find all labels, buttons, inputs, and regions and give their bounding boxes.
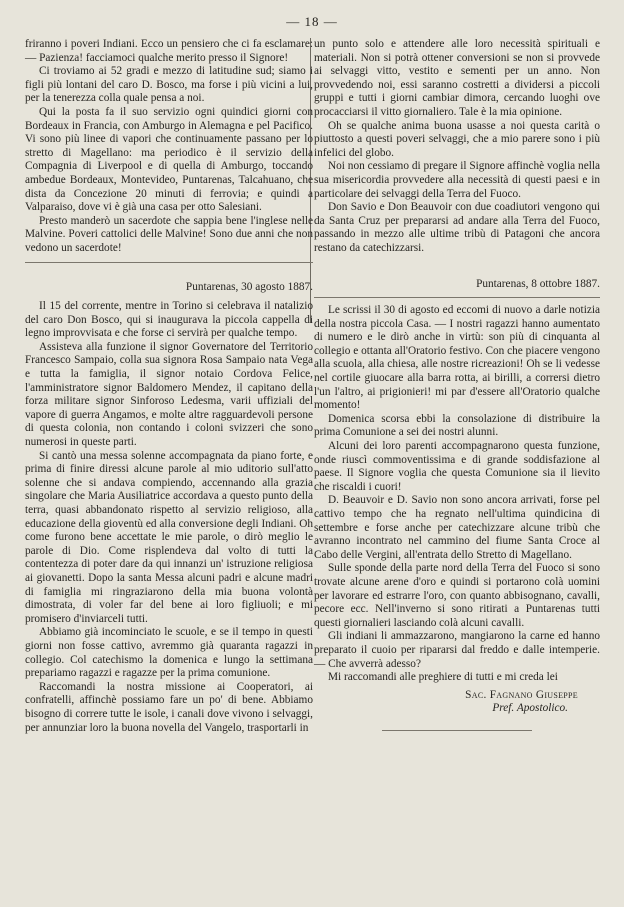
left-column <box>25 38 313 735</box>
signature: Sac. Fagnano Giuseppe <box>465 688 578 701</box>
paragraph: D. Beauvoir e D. Savio non sono ancora arrivati, forse pel cattivo tempo che ha regnato nell'ultima quindicina di settembre e forse anche per catechizzare alcune tribù che avranno incontrato nel cammino del fiume Santa Croce al Cabo delle Vergini, all'entrata dello Stretto di Magellano. <box>314 494 600 561</box>
paragraph: Sulle sponde della parte nord della Terra del Fuoco si sono trovate alcune arene d'oro e quindi si portarono colà uomini per lavorare ed estrarre l'oro, con quanto abbisognano, cavalli, pecore ecc. Nell'inverno si sono ritirati a Puntarenas tutti questi giornalieri lasciando colà alcuni cavalli. <box>314 562 600 629</box>
paragraph: Abbiamo già incominciato le scuole, e se il tempo in questi giorni non fosse cattivo, avremmo già quaranta ragazzi in collegio. Col catechismo la domenica e lungo la settimana prepariamo ragazzi e ragazze per la prima comunione. <box>25 626 313 680</box>
paragraph: Qui la posta fa il suo servizio ogni quindici giorni con Bordeaux in Francia, con Amburgo in Alemagna e pel Pacifico. Vi sono più linee di vapori che continuamente passano per lo stretto di Magellano: ma periodico è il servizio della Compagnia di Liverpool e di quella di Amburgo, toccando ambedue Bordeaux, Montevideo, Puntarenas, Talcahuano, che dista da Concezione 20 minuti di ferrovia; e quindi a Valparaiso, dove vi è già una casa per otto Salesiani. <box>25 105 313 214</box>
paragraph: Don Savio e Don Beauvoir con due coadiutori vengono qui da Santa Cruz per prepararsi ad andare alla Terra del Fuoco, passando in mezzo alle ultime tribù di Patagoni che ancora restano da catechizzarsi. <box>314 201 600 254</box>
section-rule <box>314 297 600 298</box>
paragraph: Presto manderò un sacerdote che sappia bene l'inglese nelle Malvine. Poveri cattolici delle Malvine! Sono due anni che non vedono un sacerdote! <box>25 214 313 254</box>
paragraph: Mi raccomandi alle preghiere di tutti e mi creda lei <box>328 671 558 684</box>
letter-dateline: Puntarenas, 8 ottobre 1887. <box>476 277 600 290</box>
paragraph: Oh se qualche anima buona usasse a noi questa carità o piuttosto a questi poveri selvaggi, che a mio parere sono i più infelici del globo. <box>314 119 600 159</box>
paragraph: Noi non cessiamo di pregare il Signore affinchè voglia nella sua misericordia provvedere alla necessità di questi paesi e in particolare dei selvaggi della Terra del Fuoco. <box>314 160 600 200</box>
paragraph: Il 15 del corrente, mentre in Torino si celebrava il natalizio del caro Don Bosco, qui si inaugurava la piccola cappella di legno improvvisata e che forse ci servirà per qualche tempo. <box>25 300 313 340</box>
signature-title: Pref. Apostolico. <box>492 702 568 715</box>
paragraph: Le scrissi il 30 di agosto ed eccomi di nuovo a darle notizia della nostra piccola Casa. — I nostri ragazzi hanno aumentato di numero e le dirò anche in virtù: son più di cinquanta al collegio e ottanta all'Oratorio festivo. Con che piacere vengono alla scuola, alla chiesa, alle nostre ricreazioni! Oh se li vedesse nel cortile giuocare alla barra rotta, ai birilli, a corrersi dietro l'un l'altro, ai prigionieri! mi par d'essere all'Oratorio qualche momento! <box>314 304 600 412</box>
paragraph: Raccomandi la nostra missione ai Cooperatori, ai confratelli, affinchè possiamo fare un po' di bene. Abbiamo bisogno di correre tutte le isole, i canali dove vivono i selvaggi, per annunziar loro la buona novella del Vangelo, trasportarli in <box>25 680 313 734</box>
letter-dateline: Puntarenas, 30 agosto 1887. <box>185 280 313 293</box>
paragraph: un punto solo e attendere alle loro necessità spirituali e materiali. Non si potrà ottener conversioni se non si provvede ai selvaggi vitto, vestito e sementi per un anno. Non provvedendo noi, essi saranno costretti a dividersi a piccoli gruppi e tutti i giorni cambiar dimora, cercando luoghi ove procacciarsi il vitto giornaliero. Tale è la mia opinione. <box>314 38 600 118</box>
paragraph: Assisteva alla funzione il signor Governatore del Territorio Francesco Sampaio, colla sua signora Rosa Sampaio nata Vega e tutta la famiglia, il signor notaio Cordova Felice, l'amministratore signor Baldomero Mendez, il capitano della forza militare signor Sinforoso Ledesma, varii uffiziali del vapore di guerra Angamos, e molte altre ragguardevoli persone di questa colonia, non contando i coloni svizzeri che sono numerosi in queste parti. <box>25 340 313 449</box>
paragraph: friranno i poveri Indiani. Ecco un pensiero che ci fa esclamare: — Pazienza! facciamoci qualche merito presso il Signore! <box>25 38 313 64</box>
paragraph: Si cantò una messa solenne accompagnata da piano forte, e prima di finire diressi alcune parole al mio uditorio sull'atto solenne che si andava compiendo, accennando alla grazia singolare che Maria Ausiliatrice accordava a questo punto della terra, quasi abbandonato rispetto al servizio religioso, alla educazione della gioventù ed alla conversione degli Indiani. Oh come furono bene accettate le mie parole, o dirò meglio le parole di Dio. Come risplendeva dal volto di tutti la contentezza di poter dare da qui innanzi un' istruzione religiosa ai giovanetti. Dopo la santa Messa alcuni padri e alcune madri di famiglia mi ringraziarono della mia buona volontà dimostrata, di voler far del bene ai loro figliuoli; e mi promisero d'inviarceli tutti. <box>25 449 313 625</box>
paragraph: Alcuni dei loro parenti accompagnarono questa funzione, onde riuscì commoventissima e di grande soddisfazione al paese. Il Signore voglia che questa Comunione sia il lievito che riscaldi i cuori! <box>314 440 600 493</box>
right-column <box>314 38 600 731</box>
paragraph: Domenica scorsa ebbi la consolazione di distribuire la prima Comunione a sei dei nostri alunni. <box>314 412 600 439</box>
end-rule <box>382 730 532 731</box>
section-rule <box>25 262 313 263</box>
page-number: — 18 — <box>286 14 338 29</box>
paragraph: Ci troviamo ai 52 gradi e mezzo di latitudine sud; siamo i figli più lontani del caro D. Bosco, ma forse i più vicini a lui, per la tenerezza colla quale pensa a noi. <box>25 65 313 105</box>
paragraph: Gli indiani li ammazzarono, mangiarono la carne ed hanno preparato il cuoio per ripararsi dal freddo e dalle intemperie. — Che avverrà adesso? <box>314 630 600 670</box>
